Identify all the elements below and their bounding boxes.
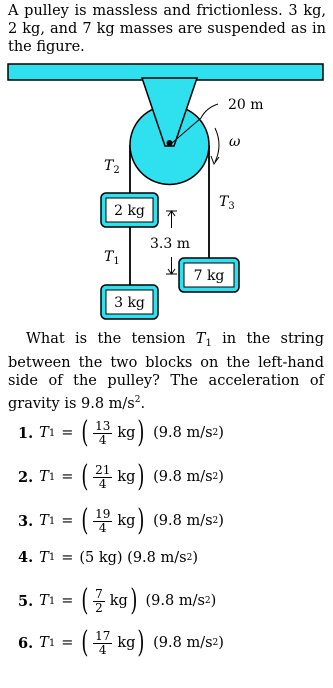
- fraction: $\frac{17}{4}$: [95, 628, 111, 657]
- choice-4[interactable]: 4. T 1 = (5 kg) (9.8 m/s 2 ): [18, 549, 198, 566]
- problem-intro: A pulley is massless and frictionless. 3 kg, 2 kg, and 7 kg masses are suspended as in the figure.: [8, 3, 326, 55]
- omega-arrow: [215, 128, 219, 162]
- t1-label: $T_1$: [104, 249, 120, 267]
- block-7kg-label: 7 kg: [193, 268, 225, 284]
- omega-label: ω: [229, 134, 241, 150]
- question-text: What is the tension $T_1$ in the string between the two blocks on the left-hand side of the pulley? The acceleration of gravity is 9.8 $m/s^2$.: [8, 331, 324, 412]
- radius-label: 20 m: [228, 97, 264, 113]
- distance-label: 3.3 m: [150, 236, 190, 252]
- pulley-axle: [167, 140, 173, 146]
- fraction: $\frac{13}{4}$: [95, 418, 111, 447]
- pulley-figure: [0, 60, 333, 320]
- choice-2[interactable]: 2. T 1 = ( $\frac{21}{4}$ kg ) (9.8 m/s 2 ): [18, 459, 224, 494]
- fraction: $\frac{21}{4}$: [95, 462, 111, 491]
- choice-6[interactable]: 6. T 1 = ( $\frac{17}{4}$ kg ) (9.8 m/s 2 ): [18, 625, 224, 660]
- choice-5[interactable]: 5. T 1 = ( $\frac{7}{2}$ kg ) (9.8 m/s 2 ): [18, 583, 217, 618]
- fraction: $\frac{19}{4}$: [95, 506, 111, 535]
- radius-leader: [201, 104, 218, 118]
- block-2kg-label: 2 kg: [114, 203, 145, 219]
- t2-label: $T_2$: [104, 158, 120, 176]
- omega-arrowhead: [211, 156, 219, 164]
- fraction: $\frac{7}{2}$: [95, 586, 103, 615]
- choice-1[interactable]: 1. T 1 = ( $\frac{13}{4}$ kg ) (9.8 m/s 2 ): [18, 415, 224, 450]
- block-3kg-label: 3 kg: [114, 295, 145, 311]
- t3-label: $T_3$: [219, 194, 235, 212]
- choice-3[interactable]: 3. T 1 = ( $\frac{19}{4}$ kg ) (9.8 m/s 2 ): [18, 503, 224, 538]
